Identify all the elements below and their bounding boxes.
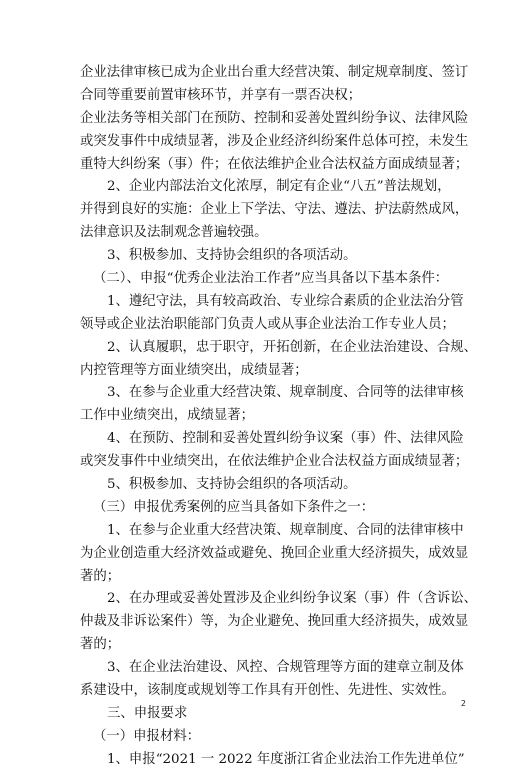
paragraph-line: 2、认真履职，忠于职守，开拓创新，在企业法治建设、合规、: [107, 339, 478, 355]
paragraph-line: 合同等重要前置审核环节，并享有一票否决权；: [80, 87, 362, 103]
paragraph-line: 企业法务等相关部门在预防、控制和妥善处置纠纷争议、法律风险: [80, 110, 469, 126]
paragraph-line: 重特大纠纷案（事）件；在依法维护企业合法权益方面成绩显著；: [80, 156, 469, 172]
paragraph-line: 系建设中，该制度或规划等工作具有开创性、先进性、实效性。: [80, 683, 455, 699]
paragraph-line: 企业法律审核已成为企业出台重大经营决策、制定规章制度、签订: [80, 65, 469, 80]
paragraph-line: 2、企业内部法治文化浓厚，制定有企业“八五”普法规划，: [107, 179, 451, 195]
paragraph-line: 或突发事件中成绩显著，涉及企业经济纠纷案件总体可控，未发生: [80, 133, 469, 149]
paragraph-line: 2、在办理或妥善处置涉及企业纠纷争议案（事）件（含诉讼、: [107, 591, 478, 607]
paragraph-line: 著的；: [80, 568, 121, 584]
paragraph-line: 1、申报“2021 一 2022 年度浙江省企业法治工作先进单位”: [107, 751, 465, 767]
subsection-heading: （一）申报材料：: [93, 728, 201, 744]
paragraph-line: 工作中业绩突出，成绩显著；: [80, 408, 255, 424]
paragraph-line: 1、在参与企业重大经营决策、规章制度、合同的法律审核中: [107, 522, 464, 538]
section-heading: 三、申报要求: [107, 705, 188, 721]
paragraph-line: 内控管理等方面业绩突出，成绩显著；: [80, 362, 308, 378]
section-heading: （二）、申报“优秀企业法治工作者”应当具备以下基本条件：: [93, 271, 449, 287]
paragraph-line: 为企业创造重大经济效益或避免、挽回企业重大经济损失，成效显: [80, 545, 469, 561]
paragraph-line: 4、在预防、控制和妥善处置纠纷争议案（事）件、法律风险: [107, 431, 464, 447]
paragraph-line: 领导或企业法治职能部门负责人或从事企业法治工作专业人员；: [80, 316, 455, 332]
document-body: [80, 62, 478, 772]
page-number: 2: [460, 699, 466, 708]
paragraph-line: 3、在企业法治建设、风控、合规管理等方面的建章立制及体: [107, 660, 464, 676]
paragraph-line: 5、积极参加、支持协会组织的各项活动。: [107, 477, 357, 493]
paragraph-line: 3、积极参加、支持协会组织的各项活动。: [107, 248, 357, 264]
section-heading: （三）申报优秀案例的应当具备如下条件之一：: [93, 499, 375, 515]
paragraph-line: 3、在参与企业重大经营决策、规章制度、合同等的法律审核: [107, 385, 464, 401]
paragraph-line: 或突发事件中业绩突出，在依法维护企业合法权益方面成绩显著；: [80, 454, 469, 470]
paragraph-line: 法律意识及法制观念普遍较强。: [80, 225, 268, 241]
paragraph-line: 1、遵纪守法，具有较高政治、专业综合素质的企业法治分管: [107, 293, 464, 309]
paragraph-line: 著的；: [80, 637, 121, 653]
paragraph-line: 并得到良好的实施：企业上下学法、守法、遵法、护法蔚然成风，: [80, 202, 469, 218]
paragraph-line: 仲裁及非诉讼案件）等，为企业避免、挽回重大经济损失，成效显: [80, 614, 469, 630]
